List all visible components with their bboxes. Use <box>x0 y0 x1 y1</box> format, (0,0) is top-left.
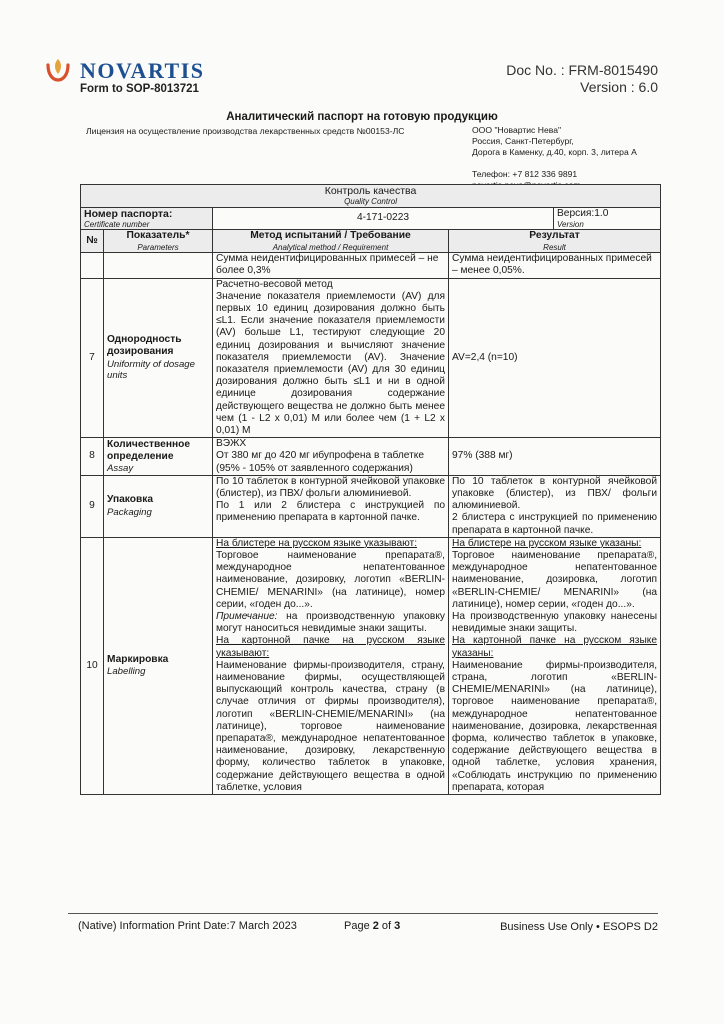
column-header-number: № <box>81 230 104 253</box>
row-number-empty <box>81 253 104 278</box>
row10-method-p2: Наименование фирмы-производителя, страну, наименование фирмы, осуществляющей выпускающий контроль качества, страну (в случае отличия от фирмы производителя), логотип «BERLIN-CHEMIE/MENARINI» (на латинице), торговое наименование препарата®, международное непатентованное наименование, дозировку, лекарственную форму, количество таблеток в упаковке, содержание действующего вещества в одной таблетке, условия <box>216 659 445 793</box>
row10-result <box>449 537 661 794</box>
row10-result-heading2: На картонной пачке на русском языке указаны: <box>452 635 658 659</box>
column-header-parameter-en: Parameters <box>137 242 179 252</box>
row10-method-heading2: На картонной пачке на русском языке указывают: <box>216 635 445 659</box>
row9-parameter-ru: Упаковка <box>107 494 153 506</box>
column-header-method-en: Analytical method / Requirement <box>272 242 389 252</box>
row9-result <box>449 475 661 537</box>
license-line: Лицензия на осуществление производства лекарственных средств №00153-ЛС <box>86 126 405 136</box>
page-title: Аналитический паспорт на готовую продукцию <box>226 111 498 123</box>
column-header-parameter-ru: Показатель* <box>126 230 190 242</box>
row8-method <box>213 438 449 476</box>
row10-result-p1: Торговое наименование препарата®, международное непатентованное наименование, дозировка, логотип «BERLIN-CHEMIE/ MENARINI» (на латинице), номер серии, «годен до...». <box>452 549 658 610</box>
row10-method <box>213 537 449 794</box>
quality-control-cell <box>81 185 661 208</box>
row10-method-note-label: Примечание: <box>216 611 278 622</box>
certificate-number-label: Номер паспорта: <box>84 207 173 220</box>
certificate-table <box>80 184 661 795</box>
row7-method-text: Значение показателя приемлемости (AV) для первых 10 единиц дозирования должно быть ≤L1. Если значение показателя приемлемости (AV) больше L1, тестируют следующие 20 единиц дозирования и вычисляют значение показателя приемлемости (AV). Значение показателя приемлемости (AV) для 30 единиц дозирования должно быть ≤L1 и ни в одной единице дозирования содержание действующего вещества не должно быть менее чем (1 - L2 x 0,01) M или более чем (1 + L2 x 0,01) M <box>216 290 445 436</box>
row8-parameter-ru: Количественное определение <box>107 438 191 462</box>
company-address-line2: Дорога в Каменку, д.40, корп. 3, литера А <box>472 147 637 157</box>
footer-page-prefix: Page <box>344 920 373 932</box>
company-phone: Телефон: +7 812 336 9891 <box>472 169 578 179</box>
row8-method-title: ВЭЖХ <box>216 438 247 450</box>
row10-result-heading1: На блистере на русском языке указаны: <box>452 537 642 549</box>
novartis-logo-icon <box>44 55 72 83</box>
row8-number: 8 <box>81 438 104 476</box>
row10-method-note <box>216 611 445 635</box>
row10-parameter-en: Labelling <box>107 666 146 678</box>
quality-control-header-row <box>81 185 661 208</box>
row7-method <box>213 278 449 438</box>
row8-parameter-en: Assay <box>107 462 134 474</box>
quality-control-title-en: Quality Control <box>344 197 397 207</box>
certificate-version-label: Версия:1.0 <box>557 207 609 219</box>
row7-parameter <box>104 278 213 438</box>
row9-parameter-en: Packaging <box>107 506 152 518</box>
footer-page-indicator <box>344 920 400 932</box>
row10-number: 10 <box>81 537 104 794</box>
row10-result-p1b: На производственную упаковку нанесены невидимые знаки защиты. <box>452 611 658 635</box>
row10-method-note-text: на производственную упаковку могут наноситься невидимые знаки защиты. <box>216 611 445 635</box>
row7-method-title: Расчетно-весовой метод <box>216 278 333 290</box>
row8-result: 97% (388 мг) <box>449 438 661 476</box>
row7-parameter-en: Uniformity of dosage units <box>107 358 195 382</box>
row7-result: AV=2,4 (n=10) <box>449 278 661 438</box>
document-version: Version : 6.0 <box>580 79 658 95</box>
row10-method-heading1: На блистере на русском языке указывают: <box>216 537 418 549</box>
column-header-method <box>213 230 449 253</box>
footer-page-mid: of <box>378 920 395 932</box>
table-row <box>81 438 661 476</box>
column-header-parameter <box>104 230 213 253</box>
row-parameter-empty <box>104 253 213 278</box>
column-header-result-ru: Результат <box>529 230 580 242</box>
column-header-row <box>81 230 661 253</box>
certificate-number-label-en: Certificate number <box>84 219 150 229</box>
document-number: Doc No. : FRM-8015490 <box>506 62 658 78</box>
table-row <box>81 253 661 278</box>
footer-page-total: 3 <box>394 920 401 932</box>
row9-result-p2: 2 блистера с инструкцией по применению препарата в картонной пачке. <box>452 512 658 536</box>
certificate-number-label-cell <box>81 207 213 230</box>
row-cont-result: Сумма неидентифицированных примесей – менее 0,05%. <box>449 253 661 278</box>
row7-number: 7 <box>81 278 104 438</box>
row10-parameter-ru: Маркировка <box>107 654 169 666</box>
row9-method-p1: По 10 таблеток в контурной ячейковой упаковке (блистер), из ПВХ/ фольги алюминиевой. <box>216 475 445 499</box>
form-reference: Form to SOP-8013721 <box>80 83 199 95</box>
row9-parameter <box>104 475 213 537</box>
footer-classification: Business Use Only • ESOPS D2 <box>500 921 658 933</box>
footer-print-date: (Native) Information Print Date:7 March 2023 <box>78 920 297 932</box>
column-header-result-en: Result <box>543 242 566 252</box>
footer-page-current: 2 <box>372 920 379 932</box>
company-address-line1: Россия, Санкт-Петербург, <box>472 136 574 146</box>
document-number-block <box>506 62 658 96</box>
table-row <box>81 537 661 794</box>
table-row <box>81 278 661 438</box>
company-name: ООО "Новартис Нева" <box>472 125 562 135</box>
quality-control-title: Контроль качества <box>324 185 417 197</box>
row10-parameter <box>104 537 213 794</box>
row7-parameter-ru: Однородность дозирования <box>107 334 182 358</box>
company-logo-text: NOVARTIS <box>80 58 205 83</box>
row8-parameter <box>104 438 213 476</box>
column-header-result <box>449 230 661 253</box>
certificate-number-row <box>81 207 661 230</box>
certificate-version-cell <box>554 207 661 230</box>
column-header-method-ru: Метод испытаний / Требование <box>250 230 411 242</box>
footer-divider <box>68 913 658 914</box>
row9-result-p1: По 10 таблеток в контурной ячейковой упаковке (блистер), из ПВХ/ фольги алюминиевой. <box>452 475 658 512</box>
row10-method-p1: Торговое наименование препарата®, международное непатентованное наименование, дозировку, логотип «BERLIN-CHEMIE/ MENARINI» (на латинице), номер серии, «годен до...». <box>216 549 445 610</box>
row9-method-p2: По 1 или 2 блистера с инструкцией по применению препарата в картонной пачке. <box>216 500 445 524</box>
row9-method <box>213 475 449 537</box>
certificate-number-value: 4-171-0223 <box>213 207 554 230</box>
row9-number: 9 <box>81 475 104 537</box>
row-cont-method: Сумма неидентифицированных примесей – не более 0,3% <box>213 253 449 278</box>
certificate-version-label-en: Version <box>557 219 584 229</box>
table-row <box>81 475 661 537</box>
company-address <box>472 125 637 191</box>
row10-result-p2: Наименование фирмы-производителя, страна, логотип «BERLIN-CHEMIE/MENARINI» (на латинице), торговое наименование препарата®, международное непатентованное наименование, дозировка, лекарственная форма, количество таблеток в упаковке, содержание действующего вещества в одной таблетке, условия хранения, «Соблюдать инструкцию по применению препарата, которая <box>452 659 658 793</box>
row8-method-text: От 380 мг до 420 мг ибупрофена в таблетке (95% - 105% от заявленного содержания) <box>216 450 425 474</box>
